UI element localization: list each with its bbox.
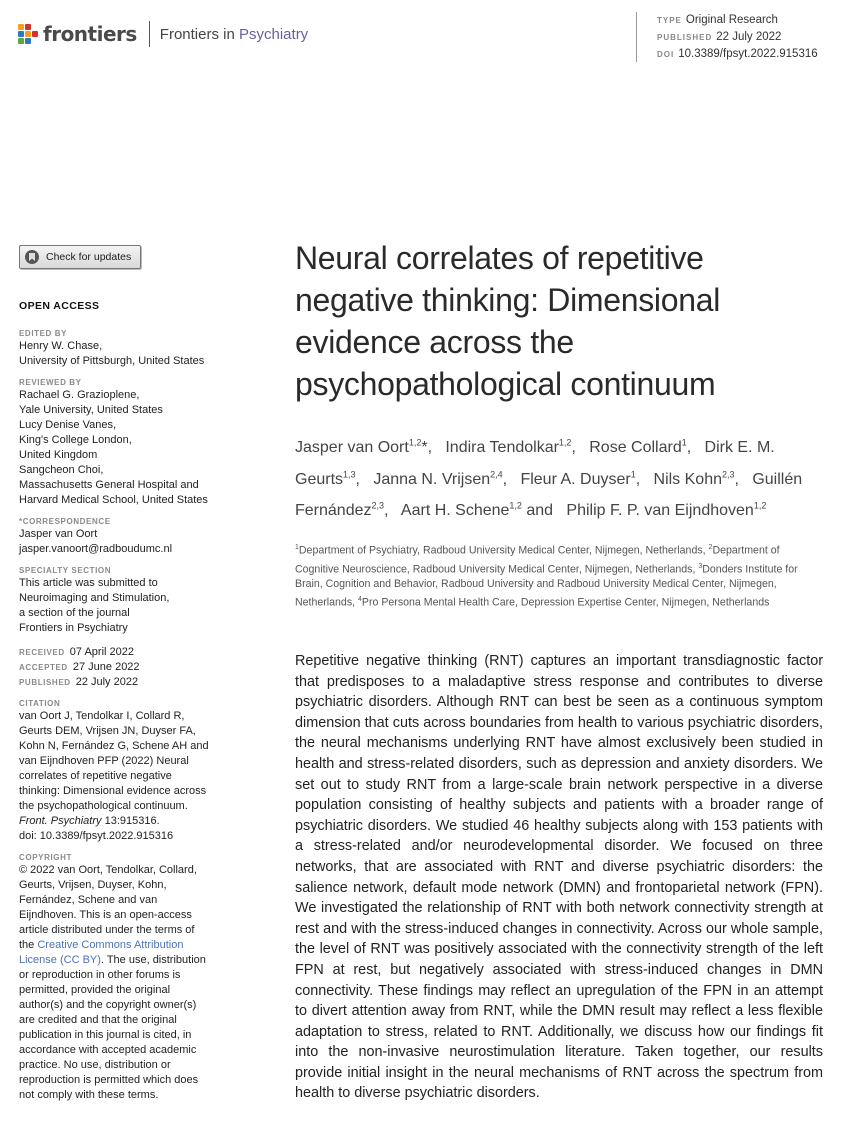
- frontiers-logo[interactable]: [18, 20, 308, 48]
- author-name[interactable]: Fleur A. Duyser$^1$,: [520, 469, 650, 488]
- citation-journal: Front. Psychiatry: [19, 815, 102, 827]
- open-access-label: OPEN ACCESS: [19, 300, 100, 312]
- text-line: Rachael G. Grazioplene,: [19, 389, 140, 401]
- text-line: Fernández, Schene and van: [19, 894, 158, 906]
- author-name[interactable]: Nils Kohn$^{2,3}$,: [653, 469, 748, 488]
- bookmark-icon: [25, 250, 39, 264]
- edited-by: [19, 339, 229, 369]
- logo-divider: [149, 21, 150, 47]
- correspondence-label: *CORRESPONDENCE: [19, 517, 111, 526]
- text-line: This article was submitted to: [19, 577, 158, 589]
- author-name[interactable]: Dirk E. M. Geurts$^{1,3}$,: [295, 439, 775, 488]
- affiliation: Department of Cognitive Neuroscience, Radboud University Medical Center, Nijmegen, Netherlands,: [295, 544, 780, 576]
- reviewed-by: [19, 388, 229, 508]
- text-line: a section of the journal: [19, 607, 130, 619]
- author-name[interactable]: Indira Tendolkar$^{1,2}$,: [445, 438, 585, 457]
- received-label: RECEIVED: [19, 648, 65, 657]
- logo-wordmark: frontiers: [43, 22, 137, 46]
- text-line: Yale University, United States: [19, 404, 163, 416]
- text-line: author(s) and the copyright owner(s): [19, 999, 197, 1011]
- reviewed-by-label: REVIEWED BY: [19, 378, 82, 387]
- edited-by-label: EDITED BY: [19, 329, 68, 338]
- text-line: are credited and that the original: [19, 1014, 177, 1026]
- author-name[interactable]: Janna N. Vrijsen$^{2,4}$,: [373, 469, 516, 488]
- published-date: 22 July 2022: [75, 676, 139, 688]
- doi-label: DOI: [657, 50, 675, 59]
- text-line: King's College London,: [19, 434, 132, 446]
- text-line: article distributed under the terms of: [19, 924, 195, 936]
- cc-license-link[interactable]: License (CC BY): [19, 954, 101, 966]
- text-line: not comply with these terms.: [19, 1089, 159, 1101]
- text-line: Geurts DEM, Vrijsen JN, Duyser FA,: [19, 725, 196, 737]
- text-line: the Creative Commons Attribution: [19, 939, 184, 951]
- text-line: van Oort J, Tendolkar I, Collard R,: [19, 710, 185, 722]
- type-label: TYPE: [657, 16, 682, 25]
- text-line: Harvard Medical School, United States: [19, 494, 208, 506]
- text-line: University of Pittsburgh, United States: [19, 355, 205, 367]
- frontiers-logo-icon: [18, 22, 38, 46]
- affiliations: $^1$Department of Psychiatry, Radboud University Medical Center, Nijmegen, Netherlands, $^2$Department of Cognitive Neuroscience, Radboud University Medical Center, Nijmegen, Netherlands, $^3$Donders Institute for Brain, Cognition and Behavior, Radboud University and Radboud University Medical Center, Nijmegen, Netherlands, $^4$Pro Persona Mental Health Care, Depression Expertise Center, Nijmegen, Netherlands: [295, 544, 798, 609]
- text-line: Neuroimaging and Stimulation,: [19, 592, 170, 604]
- article-title: Neural correlates of repetitive negative thinking: Dimensional evidence across the psychopathological continuum: [295, 240, 721, 402]
- specialty-section: [19, 576, 229, 636]
- check-for-updates-button[interactable]: [19, 245, 141, 269]
- author-name[interactable]: Rose Collard$^1$,: [589, 438, 701, 457]
- journal-name: Frontiers in Psychiatry: [159, 25, 309, 43]
- author-name[interactable]: Guillén Fernández$^{2,3}$,: [295, 470, 803, 519]
- text-line: or reproduction in other forums is: [19, 969, 181, 981]
- article-meta: [636, 12, 818, 62]
- accepted-date: 27 June 2022: [72, 661, 140, 673]
- copyright-label: COPYRIGHT: [19, 853, 72, 862]
- author-list: [295, 430, 825, 524]
- abstract: Repetitive negative thinking (RNT) captures an important transdiagnostic factor that predisposes to a maladaptive stress response and contributes to diverse psychiatric disorders. Although RNT can best be seen as a continuous symptom dimension that cuts across boundaries from health to various psychiatric disorders, the neural mechanisms underlying RNT have almost exclusively been studied in health and stress-related disorders, such as depression and anxiety disorders. We set out to study RNT from a large-scale brain network perspective in a diverse population consisting of healthy subjects and patients with a broader range of psychiatric disorders. We studied 46 healthy subjects along with 153 patients with a stress-related and/or neurodevelopmental disorder. We focused on three networks, that are associated with RNT and diverse psychiatric disorders: the salience network, default mode network (DMN) and frontoparietal network (FPN). We investigated the relationship of RNT with both network connectivity strength at rest and with the stress-induced changes in connectivity. Across our whole sample, the level of RNT was positively associated with the connectivity strength of the left FPN at rest, but negatively associated with stress-induced changes in DMN connectivity. These findings may reflect an upregulation of the FPN in an attempt to divert attention away from RNT, while the DMN result may reflect a less flexible adaptation to stress, related to RNT. Additionally, we discuss how our findings fit into the non-invasive neurostimulation literature. Taken together, our results provide initial insight in the neural mechanisms of RNT across the spectrum from health to diverse psychiatric disorders.: [295, 653, 823, 1102]
- citation: van Oort J, Tendolkar I, Collard R, Geurts DEM, Vrijsen JN, Duyser FA, Kohn N, Fernández G, Schene AH and van Eijndhoven PFP (2022) Neural correlates of repetitive negative thinking: Dimensional evidence across the psychopathological continuum. Front. Psychiatry 13:915316. doi: 10.3389/fpsyt.2022.915316: [19, 709, 229, 844]
- affiliation: Pro Persona Mental Health Care, Depression Expertise Center, Nijmegen, Netherlands: [361, 596, 770, 609]
- text-line: Massachusetts General Hospital and: [19, 479, 199, 491]
- text-line: the psychopathological continuum.: [19, 800, 188, 812]
- citation-doi[interactable]: doi: 10.3389/fpsyt.2022.915316: [19, 830, 174, 842]
- author-name[interactable]: Philip F. P. van Eijndhoven$^{1,2}$: [566, 500, 767, 519]
- text-line: accordance with accepted academic: [19, 1044, 197, 1056]
- text-line: Henry W. Chase,: [19, 340, 103, 352]
- text-line: Eijndhoven. This is an open-access: [19, 909, 192, 921]
- correspondence-email[interactable]: jasper.vanoort@radboudumc.nl: [19, 543, 173, 555]
- specialty-section-label: SPECIALTY SECTION: [19, 566, 112, 575]
- text-line: correlates of repetitive negative: [19, 770, 172, 782]
- text-line: United Kingdom: [19, 449, 98, 461]
- copyright: © 2022 van Oort, Tendolkar, Collard, Geurts, Vrijsen, Duyser, Kohn, Fernández, Schene and van Eijndhoven. This is an open-access article distributed under the terms of the Creative Commons Attribution License (CC BY). The use, distribution or reproduction in other forums is permitted, provided the original author(s) and the copyright owner(s) are credited and that the original publication in this journal is cited, in accordance with accepted academic practice. No use, distribution or reproduction is permitted which does not comply with these terms.: [19, 863, 229, 1103]
- text-line: publication in this journal is cited, in: [19, 1029, 192, 1041]
- published-label-side: PUBLISHED: [19, 678, 71, 687]
- article-sidebar: [19, 300, 229, 1103]
- correspondence-name: Jasper van Oort: [19, 528, 98, 540]
- received-date: 07 April 2022: [69, 646, 134, 658]
- accepted-label: ACCEPTED: [19, 663, 68, 672]
- affiliation: Department of Psychiatry, Radboud University Medical Center, Nijmegen, Netherlands,: [298, 544, 709, 557]
- author-name[interactable]: Jasper van Oort$^{1,2}$*,: [295, 438, 441, 457]
- published-value: 22 July 2022: [716, 31, 782, 43]
- published-label: PUBLISHED: [657, 33, 713, 42]
- text-line: van Eijndhoven PFP (2022) Neural: [19, 755, 189, 767]
- text-line: permitted, provided the original: [19, 984, 171, 996]
- text-line: practice. No use, distribution or: [19, 1059, 171, 1071]
- author-name[interactable]: Aart H. Schene$^{1,2}$ and: [400, 500, 562, 519]
- text-line: © 2022 van Oort, Tendolkar, Collard,: [19, 864, 197, 876]
- text-line: reproduction is permitted which does: [19, 1074, 199, 1086]
- affiliation: Donders Institute for Brain, Cognition and Behavior, Radboud University and Radboud University Medical Center, Nijmegen, Netherlands,: [295, 563, 798, 609]
- text-line: Frontiers in Psychiatry: [19, 622, 128, 634]
- citation-label: CITATION: [19, 699, 61, 708]
- text-line: Sangcheon Choi,: [19, 464, 104, 476]
- text-line: Geurts, Vrijsen, Duyser, Kohn,: [19, 879, 167, 891]
- text-line: thinking: Dimensional evidence across: [19, 785, 207, 797]
- doi-value[interactable]: 10.3389/fpsyt.2022.915316: [678, 48, 818, 60]
- cc-license-link-start[interactable]: Creative Commons Attribution: [37, 939, 184, 951]
- check-for-updates-label: Check for updates: [46, 251, 132, 263]
- article-dates: [19, 645, 229, 690]
- text-line: Lucy Denise Vanes,: [19, 419, 117, 431]
- text-line: Kohn N, Fernández G, Schene AH and: [19, 740, 209, 752]
- type-value: Original Research: [685, 14, 778, 26]
- correspondence: [19, 527, 229, 557]
